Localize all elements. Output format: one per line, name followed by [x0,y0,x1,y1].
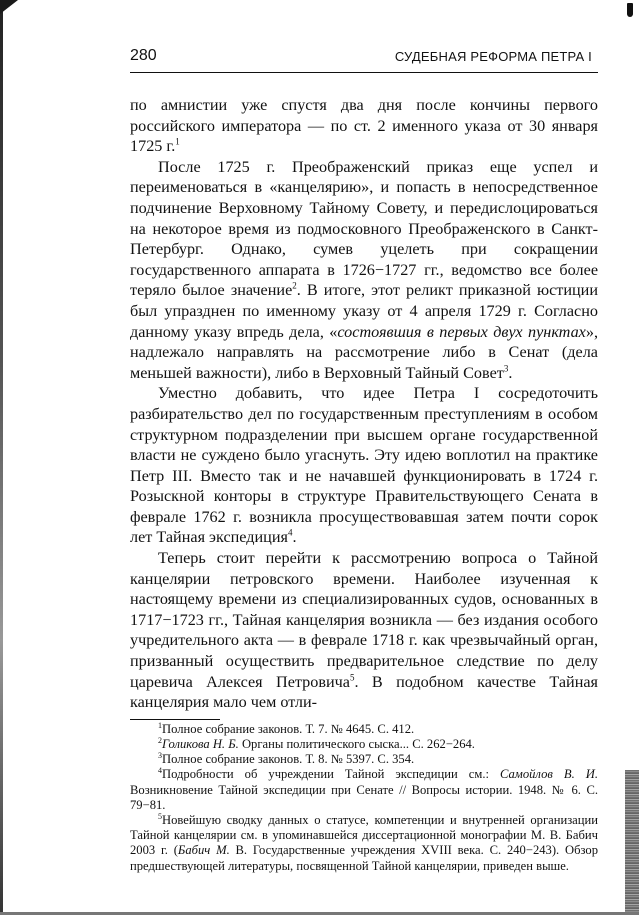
paragraph-3-text-b: . [292,528,297,547]
footnote-4-number: 4 [158,766,162,776]
paragraph-3-text-a: Уместно добавить, что идее Петра I сосредоточить разбирательство дел по государственным преступлениям в особом структурном подразделении при высшем органе государственной власти не суждено было угаснуть. Эту идею воплотил на практике Петр III. Вместо так и не начавшей функционировать в 1724 г. Розыскной конторы в структуре Правительствующего Сената в феврале 1762 г. возникла просуществовавшая затем почти сорок лет Тайная экспедиция [130,384,598,547]
paragraph-2-quote: состоявшия в первых двух пунктах [337,322,586,341]
footnote-ref-5: 5 [349,672,355,683]
footnote-3-text: Полное собрание законов. Т. 8. № 5397. С. 354. [162,752,415,767]
running-title: СУДЕБНАЯ РЕФОРМА ПЕТРА I [394,49,592,64]
footnote-separator [130,719,220,720]
footnote-4 [130,767,598,813]
footnote-2-author: Голикова Н. Б. [162,737,239,752]
footnote-1 [130,722,598,737]
paragraph-2 [130,157,598,384]
running-header [130,44,598,68]
paragraph-3 [130,383,598,548]
footnote-1-number: 1 [158,720,162,730]
footnote-ref-3: 3 [503,363,509,374]
book-page [130,44,598,874]
footnote-ref-2: 2 [292,280,297,291]
footnote-4-text-a: Подробности об учреждении Тайной экспедиции см.: [162,767,501,782]
scan-right-top-mark [627,3,633,17]
paragraph-2-text-d: . [508,363,513,382]
footnote-2-text: Органы политического сыска... С. 262−264. [238,737,475,752]
paragraph-2-text-a: После 1725 г. Преображенский приказ еще успел и переименоваться в «канцелярию», и попасть в непосредственное подчинение Верховному Тайному Совету, и передислоцироваться на некоторое время из подмосковного Преображенского в Санкт-Петербург. Однако, сумев уцелеть при сокращении государственного аппарата в 1726−1727 гг., ведомство все более теряло былое значение [130,157,598,300]
footnote-5-author: Бабич М. [177,843,230,858]
footnote-4-text-b: Возникновение Тайной экспедиции при Сенате // Вопросы истории. 1948. № 6. С. 79−81. [130,782,598,812]
paragraph-4-text-b: . В подобном качестве Тайная канцелярия мало чем отли- [130,672,598,712]
scan-corner-mark [0,0,18,14]
header-rule [130,72,598,73]
footnote-2 [130,737,598,752]
paragraph-1-text: по амнистии уже спустя два дня после кончины первого российского императора — по ст. 2 именного указа от 30 января 1725 г. [130,96,598,156]
footnote-2-number: 2 [158,735,162,745]
scan-right-edge-noise [625,770,639,915]
footnote-4-author: Самойлов В. И. [500,767,598,782]
footnote-5-number: 5 [158,811,162,821]
scan-left-edge [0,0,3,915]
footnote-5-text-b: В. Государственные учреждения XVIII века. С. 240−243). Обзор предшествующей литературы, посвященной Тайной канцелярии, приведен выше. [130,843,598,873]
footnote-ref-1: 1 [175,136,180,147]
footnote-5-text-a: Новейшую сводку данных о статусе, компетенции и внутренней организации Тайной канцелярии см. в упоминавшейся диссертационной монографии М. В. Бабич 2003 г. ( [130,813,598,858]
footnote-3 [130,752,598,767]
footnote-3-number: 3 [158,751,162,761]
page-number: 280 [130,47,157,64]
paragraph-4 [130,548,598,713]
paragraph-1 [130,95,598,157]
paragraph-2-text-c: », надлежало направлять на рассмотрение либо в Сенат (дела меньшей важности), либо в Верховный Тайный Совет [130,322,598,382]
paragraph-4-text-a: Теперь стоит перейти к рассмотрению вопроса о Тайной канцелярии петровского времени. Наиболее изученная к настоящему времени из специализированных судов, основанных в 1717−1723 гг., Тайная канцелярия возникла — без издания особого учредительного акта — в феврале 1718 г. как чрезвычайный орган, призванный осуществить предварительное следствие по делу царевича Алексея Петровича [130,549,598,691]
footnotes [130,722,598,874]
footnote-1-text: Полное собрание законов. Т. 7. № 4645. С. 412. [162,721,415,736]
paragraph-2-text-b: . В итоге, этот реликт приказной юстиции был упразднен по именному указу от 4 апреля 1729 г. Согласно данному указу впредь дела, « [130,281,598,341]
footnote-ref-4: 4 [287,528,293,539]
main-text [130,95,598,713]
footnote-5 [130,813,598,874]
